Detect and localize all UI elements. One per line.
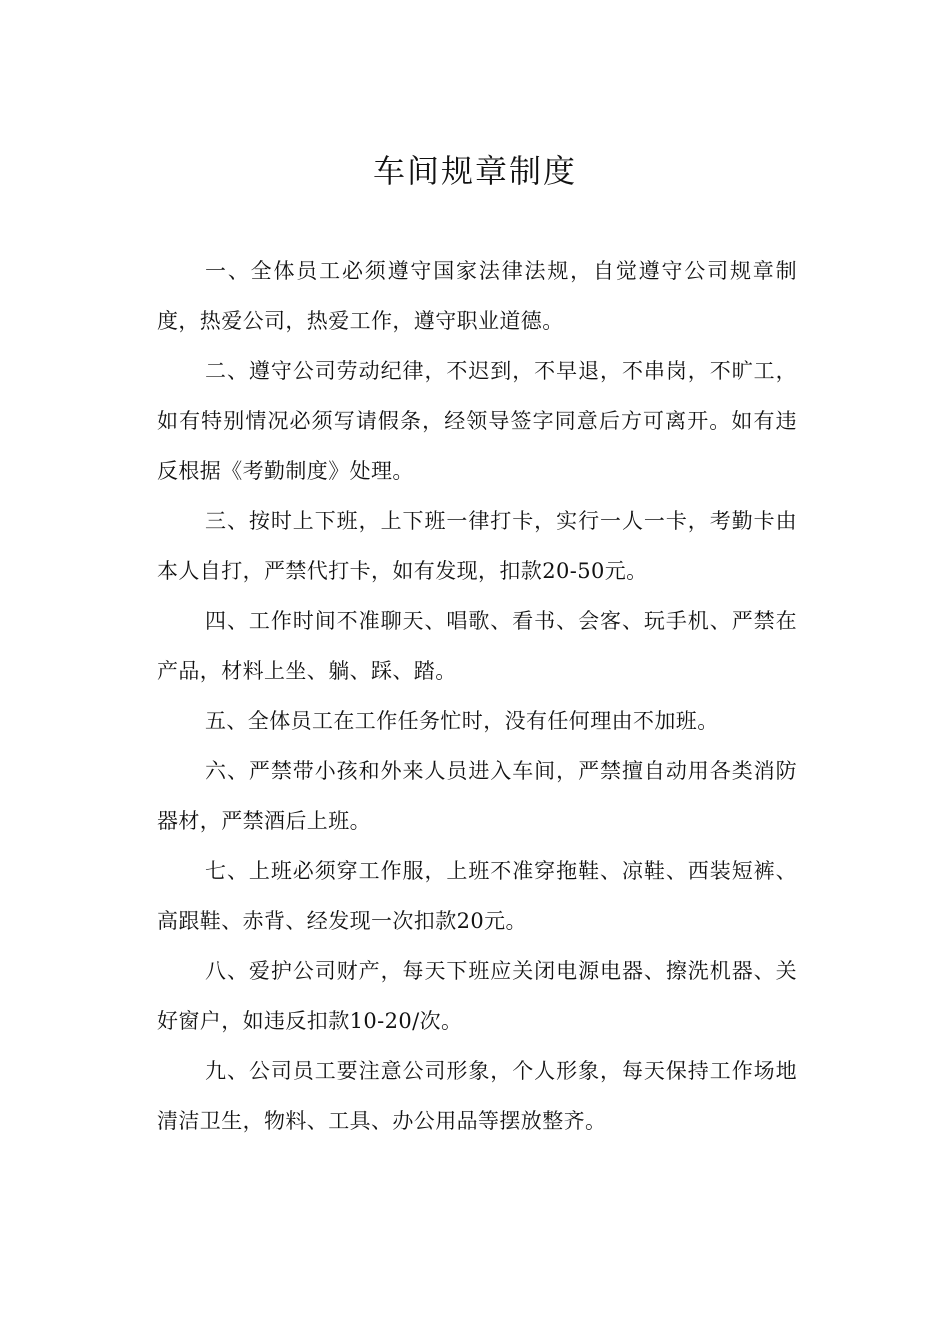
rule-item-9: 九、公司员工要注意公司形象，个人形象，每天保持工作场地清洁卫生，物料、工具、办公用品等摆放整齐。: [157, 1059, 797, 1133]
rule-item-8: 八、爱护公司财产，每天下班应关闭电源电器、擦洗机器、关好窗户，如违反扣款10-20/次。: [157, 959, 797, 1033]
rules-list: [157, 246, 797, 1146]
rule-item-7: 七、上班必须穿工作服，上班不准穿拖鞋、凉鞋、西装短裤、高跟鞋、赤背、经发现一次扣款20元。: [157, 859, 797, 933]
rule-item-5: 五、全体员工在工作任务忙时，没有任何理由不加班。: [205, 709, 719, 733]
rule-item-6: 六、严禁带小孩和外来人员进入车间，严禁擅自动用各类消防器材，严禁酒后上班。: [157, 759, 797, 833]
rule-item-3: 三、按时上下班，上下班一律打卡，实行一人一卡，考勤卡由本人自打，严禁代打卡，如有发现，扣款20-50元。: [157, 509, 797, 583]
rule-item-4: 四、工作时间不准聊天、唱歌、看书、会客、玩手机、严禁在产品，材料上坐、躺、踩、踏。: [157, 609, 797, 683]
rule-item-1: 一、全体员工必须遵守国家法律法规，自觉遵守公司规章制度，热爱公司，热爱工作，遵守职业道德。: [157, 259, 797, 333]
page-title: 车间规章制度: [372, 152, 577, 190]
rule-item-2: 二、遵守公司劳动纪律，不迟到，不早退，不串岗，不旷工，如有特别情况必须写请假条，经领导签字同意后方可离开。如有违反根据《考勤制度》处理。: [157, 359, 797, 483]
